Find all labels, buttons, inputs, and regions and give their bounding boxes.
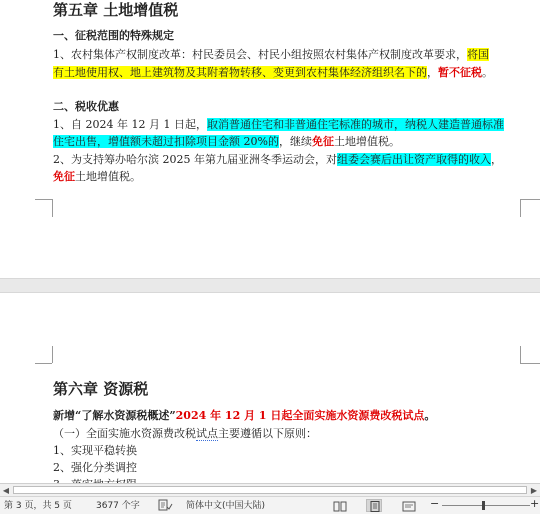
para1-text: 1、农村集体产权制度改革：村民委员会、村民小组按照农村集体产权制度改革要求，	[53, 48, 467, 61]
para3-end: 土地增值税。	[75, 170, 141, 183]
paragraph-3-line-2	[53, 167, 525, 186]
no-tax-emphasis: 暂不征税	[438, 66, 482, 79]
para2-text: 1、自 2024 年 12 月 1 日起，	[53, 118, 207, 131]
exempt-emphasis-1: 免征	[311, 135, 334, 148]
crop-mark	[35, 363, 52, 364]
print-layout-button[interactable]	[366, 499, 382, 512]
principles-text-end: 主要遵循以下原则：	[218, 427, 317, 440]
new-topic-label: 新增“了解水资源税概述”	[53, 409, 176, 422]
crop-mark	[520, 199, 521, 217]
crop-mark	[52, 199, 53, 217]
status-bar	[0, 496, 540, 514]
para3-comma: ，	[490, 153, 502, 166]
intro-end: 。	[424, 409, 436, 422]
page-count[interactable]: 第 3 页，共 5 页	[4, 501, 72, 511]
para3-highlight: 组委会赛后出让资产取得的收入	[336, 153, 491, 166]
pilot-date-emphasis: 2024 年 12 月 1 日起全面实施水资源费改税试点	[175, 409, 425, 422]
chapter-5-title: 第五章 土地增值税	[53, 1, 179, 19]
read-mode-button[interactable]	[331, 499, 347, 512]
crop-mark	[52, 346, 53, 363]
para2-highlight-cont: 住宅出售，增值额未超过扣除项目金额 20%的	[53, 135, 279, 148]
para2-end: 土地增值税。	[333, 135, 400, 148]
zoom-in-button[interactable]: +	[530, 497, 540, 510]
principle-item-1: 1、实现平稳转换	[53, 444, 137, 457]
scroll-track[interactable]	[13, 486, 527, 494]
section-heading-incentives: 二、税收优惠	[53, 100, 119, 113]
water-resource-intro	[53, 406, 525, 425]
principles-text: （一）全面实施水资源费改税	[53, 427, 196, 440]
para1-end: 。	[482, 66, 493, 79]
paragraph-2-line-2	[53, 132, 525, 151]
crop-mark	[520, 363, 540, 364]
scroll-right-icon[interactable]: ▶	[530, 486, 538, 495]
para2-highlight: 取消普通住宅和非普通住宅标准的城市，纳税人建造普通标准	[206, 118, 504, 131]
chapter-6-title: 第六章 资源税	[53, 380, 149, 398]
para2-text-cont: ，继续	[278, 135, 312, 148]
para1-highlight-cont: 有土地使用权、地上建筑物及其附着物转移、变更到农村集体经济组织名下的	[53, 66, 427, 79]
document-page-4[interactable]	[0, 293, 540, 483]
para1-comma: ，	[427, 66, 438, 79]
web-layout-button[interactable]	[400, 499, 416, 512]
scroll-left-icon[interactable]: ◀	[2, 486, 10, 495]
zoom-slider-track[interactable]	[442, 505, 530, 506]
zoom-out-button[interactable]: −	[430, 497, 440, 510]
crop-mark	[35, 199, 52, 200]
exempt-emphasis-2: 免征	[53, 170, 75, 183]
proofing-icon[interactable]	[158, 499, 172, 515]
spellcheck-word: 试点	[196, 427, 218, 440]
crop-mark	[520, 199, 540, 200]
page-separator	[0, 278, 540, 293]
para3-text: 2、为支持筹办哈尔滨 2025 年第九届亚洲冬季运动会，对	[53, 153, 337, 166]
zoom-slider-thumb[interactable]	[482, 501, 485, 510]
para1-highlight: 将国	[467, 48, 489, 61]
crop-mark	[520, 346, 521, 363]
word-count[interactable]: 3677 个字	[96, 501, 140, 511]
paragraph-1-line-2	[53, 63, 525, 82]
horizontal-scrollbar[interactable]	[0, 483, 540, 496]
principle-item-2: 2、强化分类调控	[53, 461, 137, 474]
paragraph-1-line-1	[53, 45, 525, 64]
language-indicator[interactable]: 简体中文(中国大陆)	[186, 501, 266, 511]
section-heading-scope: 一、征税范围的特殊规定	[53, 29, 174, 42]
